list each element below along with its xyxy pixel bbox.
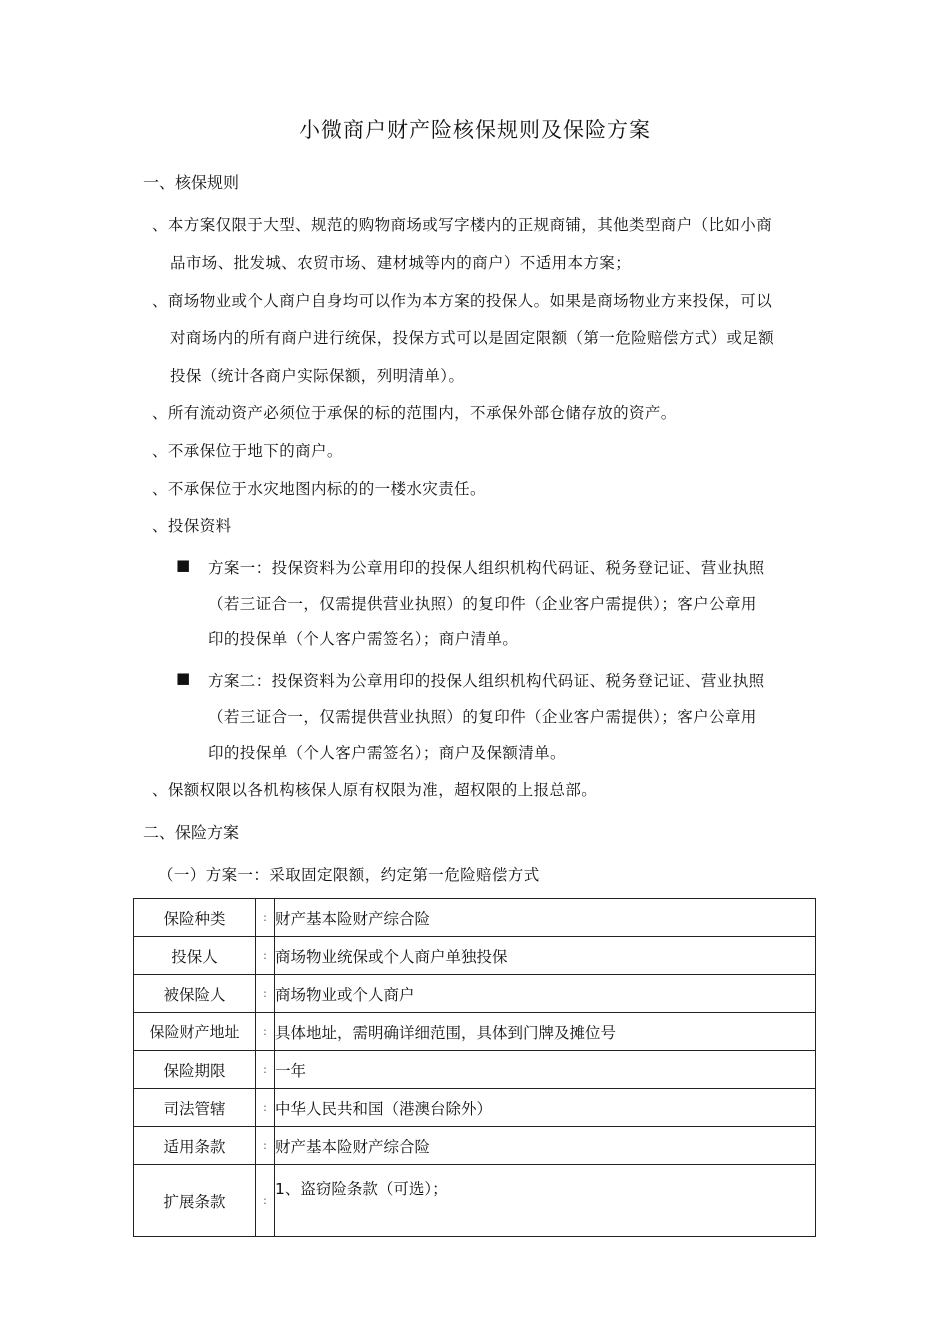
rule-2-line-3: 投保（统计各商户实际保额，列明清单）。 [170,367,465,385]
row-value: 商场物业或个人商户 [275,975,816,1013]
bullet-icon: ■ [176,669,191,687]
section-heading-insurance-plan: 二、保险方案 [143,823,240,842]
rule-6: 、投保资料 [152,517,232,535]
row-value: 财产基本险财产综合险 [275,1127,816,1165]
document-title: 小微商户财产险核保规则及保险方案 [299,118,651,142]
table-row [134,1165,816,1237]
row-separator: : [256,1165,275,1237]
row-label: 投保人 [134,937,256,975]
row-label: 保险财产地址 [134,1013,256,1051]
row-value: 一年 [275,1051,816,1089]
row-value: 财产基本险财产综合险 [275,899,816,937]
table-row [134,1013,816,1051]
row-separator: : [256,1127,275,1165]
row-label: 保险期限 [134,1051,256,1089]
rule-2-line-1: 、商场物业或个人商户自身均可以作为本方案的投保人。如果是商场物业方来投保，可以 [152,292,773,310]
row-value: 具体地址，需明确详细范围，具体到门牌及摊位号 [275,1013,816,1051]
plan-2-materials-line-1: 方案二：投保资料为公章用印的投保人组织机构代码证、税务登记证、营业执照 [208,672,765,690]
row-value: 1、盗窃险条款（可选）； [275,1165,816,1237]
table-row [134,975,816,1013]
row-label: 扩展条款 [134,1165,256,1237]
plan-2-materials-line-3: 印的投保单（个人客户需签名）；商户及保额清单。 [208,744,566,762]
rule-5: 、不承保位于水灾地图内标的的一楼水灾责任。 [152,480,486,498]
row-label: 被保险人 [134,975,256,1013]
table-row [134,937,816,975]
rule-1-line-2: 品市场、批发城、农贸市场、建材城等内的商户）不适用本方案； [170,254,632,272]
plan-1-table [133,898,816,1237]
rule-1-line-1: 、本方案仅限于大型、规范的购物商场或写字楼内的正规商铺，其他类型商户（比如小商 [152,216,773,234]
rule-4: 、不承保位于地下的商户。 [152,442,343,460]
row-separator: : [256,1051,275,1089]
row-separator: : [256,899,275,937]
row-separator: : [256,1089,275,1127]
table-row [134,1127,816,1165]
row-label: 保险种类 [134,899,256,937]
row-value: 中华人民共和国（港澳台除外） [275,1089,816,1127]
row-separator: : [256,1013,275,1051]
section-heading-underwriting-rules: 一、核保规则 [143,173,240,192]
table-row [134,1089,816,1127]
row-label: 司法管辖 [134,1089,256,1127]
table-row [134,1051,816,1089]
row-separator: : [256,975,275,1013]
rule-3: 、所有流动资产必须位于承保的标的范围内，不承保外部仓储存放的资产。 [152,404,677,422]
rule-7: 、保额权限以各机构核保人原有权限为准，超权限的上报总部。 [152,781,598,799]
plan-1-materials-line-3: 印的投保单（个人客户需签名）；商户清单。 [208,630,519,648]
plan-1-materials-line-1: 方案一：投保资料为公章用印的投保人组织机构代码证、税务登记证、营业执照 [208,559,765,577]
row-separator: : [256,937,275,975]
bullet-icon: ■ [176,556,191,574]
plan-1-materials-line-2: （若三证合一，仅需提供营业执照）的复印件（企业客户需提供）；客户公章用 [208,595,757,613]
plan-2-materials-line-2: （若三证合一，仅需提供营业执照）的复印件（企业客户需提供）；客户公章用 [208,708,757,726]
row-label: 适用条款 [134,1127,256,1165]
plan-1-heading: （一）方案一：采取固定限额，约定第一危险赔偿方式 [158,866,540,884]
row-value: 商场物业统保或个人商户单独投保 [275,937,816,975]
table-row [134,899,816,937]
rule-2-line-2: 对商场内的所有商户进行统保，投保方式可以是固定限额（第一危险赔偿方式）或足额 [170,329,775,347]
